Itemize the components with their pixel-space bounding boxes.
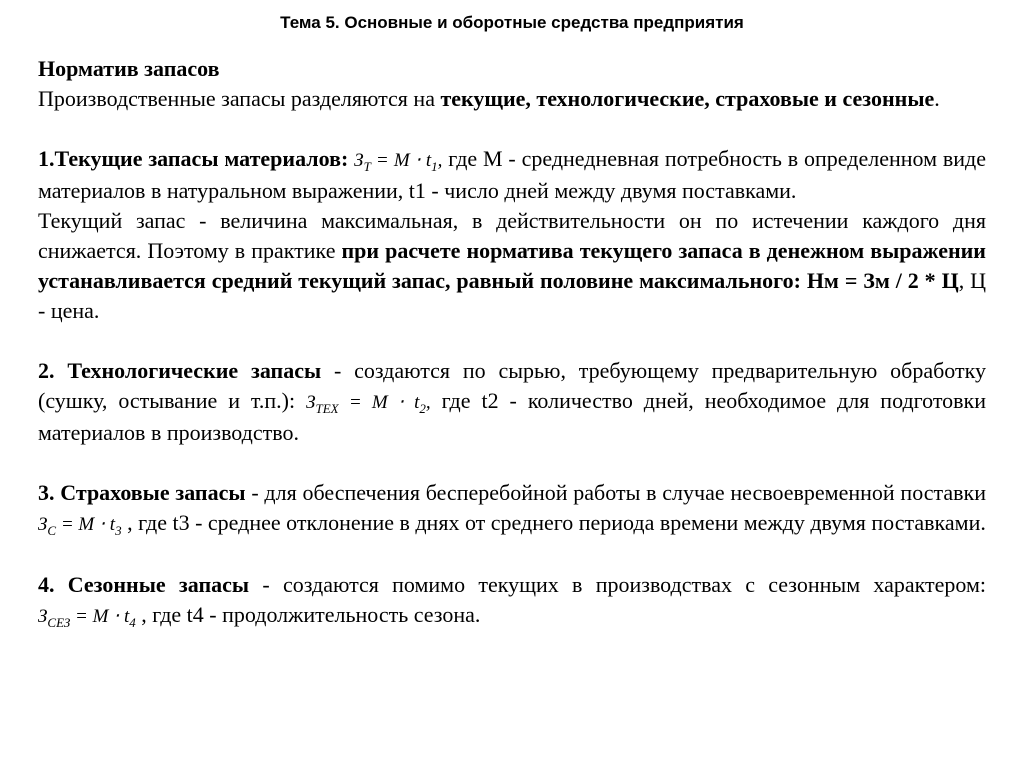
intro-period: . xyxy=(934,86,940,111)
intro-text: Производственные запасы разделяются на xyxy=(38,86,441,111)
blank-line xyxy=(38,448,986,478)
paragraph-safety-stock xyxy=(38,478,986,540)
current-note-text: Текущий запас - величина максимальная, в действительности он по истечении каждого дня снижается. Поэтому в практике xyxy=(38,208,986,263)
formula-lhs-sub: СЕЗ xyxy=(47,614,71,630)
formula-trail: , xyxy=(437,150,443,171)
safety-stock-lead: 3. Страховые запасы xyxy=(38,480,246,505)
blank-line xyxy=(38,540,986,570)
safety-stock-tail: , где t3 - среднее отклонение в днях от среднего периода времени между двумя поставками. xyxy=(121,510,986,535)
formula-lhs: З xyxy=(306,392,316,413)
tech-stock-text: - создаются по сырью, требующему предварительную обработку (сушку, остывание и т.п.): xyxy=(38,358,986,413)
formula-equals: = xyxy=(338,392,372,413)
formula-equals: = xyxy=(370,150,394,171)
seasonal-stock-tail: , где t4 - продолжительность сезона. xyxy=(135,602,481,627)
paragraph-seasonal-stock xyxy=(38,570,986,632)
formula-rhs-sub: 3 xyxy=(115,522,122,538)
formula-lhs-sub: ТЕХ xyxy=(315,400,339,416)
section-heading: Норматив запасов xyxy=(38,56,220,81)
formula-equals: = xyxy=(56,514,79,535)
blank-line xyxy=(38,326,986,356)
formula-lhs: З xyxy=(38,606,48,627)
current-note-bold: при расчете норматива текущего запаса в денежном выражении устанавливается средний текущий запас, равный половине максимального: Нм = Зм / 2 * Ц xyxy=(38,238,986,293)
intro-bold-list: текущие, технологические, страховые и сезонные xyxy=(440,86,935,111)
current-stock-text: где М - среднедневная потребность в определенном виде материалов в натуральном выражении, t1 - число дней между двумя поставками. xyxy=(38,146,986,203)
formula-seasonal-stock xyxy=(38,606,136,630)
blank-line xyxy=(38,114,986,144)
formula-rhs-sub: 1 xyxy=(431,158,438,174)
paragraph-intro xyxy=(38,84,986,114)
tech-stock-tail: где t2 - количество дней, необходимое для подготовки материалов в производство. xyxy=(38,388,986,445)
slide-title: Тема 5. Основные и оборотные средства предприятия xyxy=(280,13,744,32)
formula-lhs: З xyxy=(354,150,364,171)
safety-stock-text: - для обеспечения бесперебойной работы в случае несвоевременной поставки xyxy=(245,480,987,505)
seasonal-stock-lead: 4. Сезонные запасы xyxy=(38,572,250,597)
formula-rhs: M ⋅ t xyxy=(78,514,116,535)
formula-safety-stock xyxy=(38,514,122,538)
formula-rhs: M ⋅ t xyxy=(393,150,432,171)
current-stock-lead: 1.Текущие запасы материалов: xyxy=(38,146,355,171)
formula-lhs: З xyxy=(38,514,48,535)
formula-rhs: M ⋅ t xyxy=(371,392,420,413)
formula-equals: = xyxy=(70,606,93,627)
formula-current-stock xyxy=(354,150,443,174)
paragraph-tech-stock xyxy=(38,356,986,448)
formula-rhs-sub: 4 xyxy=(129,614,136,630)
paragraph-current-stock-note xyxy=(38,206,986,326)
formula-tech-stock xyxy=(306,392,431,416)
formula-rhs-sub: 2 xyxy=(419,400,426,416)
formula-rhs: M ⋅ t xyxy=(92,606,130,627)
seasonal-stock-text: - создаются помимо текущих в производствах с сезонным характером: xyxy=(249,572,987,597)
formula-lhs-sub: С xyxy=(47,522,57,538)
formula-lhs-sub: Т xyxy=(363,158,371,174)
current-note-tail: , Ц - цена. xyxy=(38,268,986,323)
tech-stock-lead: 2. Технологические запасы xyxy=(38,358,322,383)
formula-trail: , xyxy=(425,392,431,413)
paragraph-current-stock xyxy=(38,144,986,206)
